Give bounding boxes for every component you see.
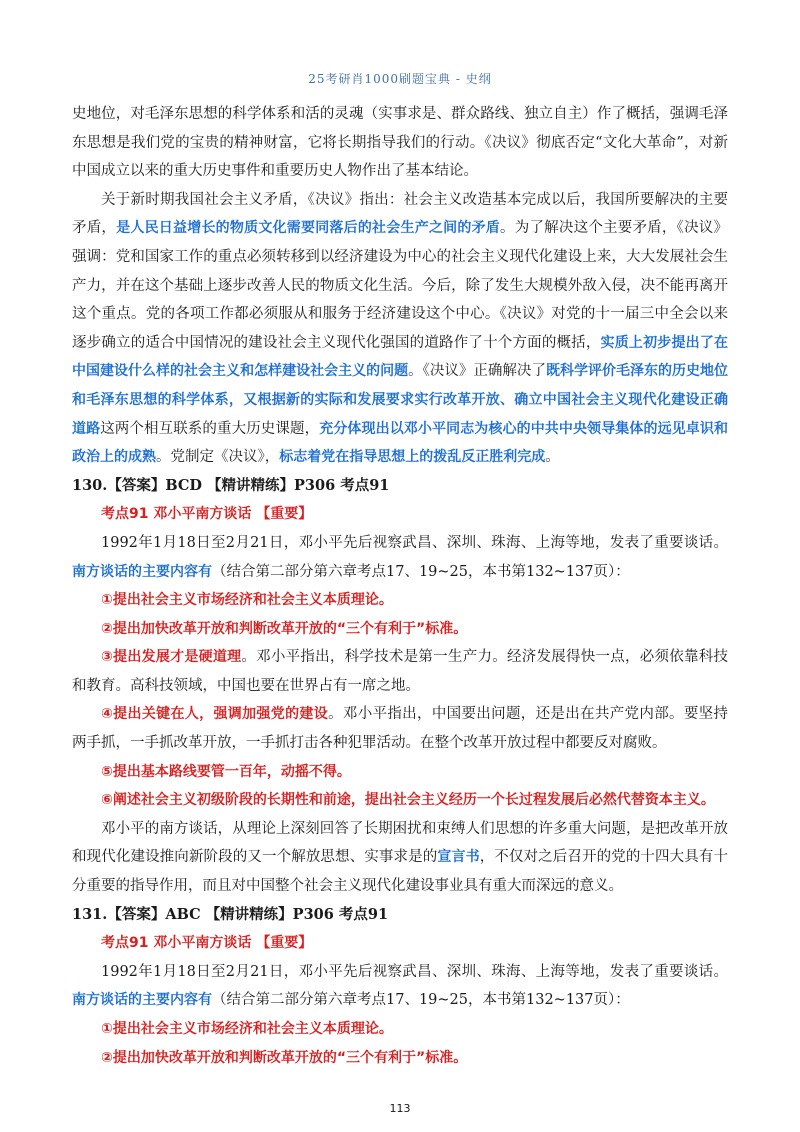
paragraph: 1992年1月18日至2月21日，邓小平先后视察武昌、深圳、珠海、上海等地，发表了重要谈话。南方谈话的主要内容有（结合第二部分第六章考点17、19~25，本书第132~137页）： (72, 963, 728, 1009)
list-item: ②提出加快改革开放和判断改革开放的“三个有利于”标准。 (101, 620, 468, 637)
list-item: ⑥阐述社会主义初级阶段的长期性和前途，提出社会主义经历一个长过程发展后必然代替资本主义。 (101, 792, 715, 809)
topic-heading: 考点91 邓小平南方谈话 【重要】 (101, 506, 313, 523)
paragraph: 邓小平的南方谈话，从理论上深刻回答了长期困扰和束缚人们思想的许多重大问题，是把改革开放和现代化建设推向新阶段的又一个解放思想、实事求是的宣言书，不仅对之后召开的党的十四大具有十分重要的指导作用，而且对中国整个社会主义现代化建设事业具有重大而深远的意义。 (72, 820, 729, 895)
page-body (72, 100, 728, 1072)
list-item: ④提出关键在人，强调加强党的建设。邓小平指出，中国要出问题，还是出在共产党内部。要坚持两手抓，一手抓改革开放，一手抓打击各种犯罪活动。在整个改革开放过程中都要反对腐败。 (72, 706, 729, 752)
paragraph: 关于新时期我国社会主义矛盾，《决议》指出：社会主义改造基本完成以后，我国所要解决的主要矛盾，是人民日益增长的物质文化需要同落后的社会生产之间的矛盾。为了解决这个主要矛盾，《决议》强调：党和国家工作的重点必须转移到以经济建设为中心的社会主义现代化建设上来，大大发展社会生产力，并在这个基础上逐步改善人民的物质文化生活。今后，除了发生大规模外敌入侵，决不能再离开这个重点。党的各项工作都必须服从和服务于经济建设这个中心。《决议》对党的十一届三中全会以来逐步确立的适合中国情况的建设社会主义现代化强国的道路作了十个方面的概括，实质上初步提出了在中国建设什么样的社会主义和怎样建设社会主义的问题。《决议》正确解决了既科学评价毛泽东的历史地位和毛泽东思想的科学体系，又根据新的实际和发展要求实行改革开放、确立中国社会主义现代化建设正确道路这两个相互联系的重大历史课题，充分体现出以邓小平同志为核心的中共中央领导集体的远见卓识和政治上的成熟。党制定《决议》，标志着党在指导思想上的拨乱反正胜利完成。 (72, 191, 729, 466)
topic-heading: 考点91 邓小平南方谈话 【重要】 (101, 935, 313, 952)
running-header: 25考研肖1000刷题宝典 - 史纲 (308, 72, 492, 86)
answer-line: 131.【答案】ABC 【精讲精练】P306 考点91 (72, 905, 389, 923)
paragraph: 史地位，对毛泽东思想的科学体系和活的灵魂（实事求是、群众路线、独立自主）作了概括，强调毛泽东思想是我们党的宝贵的精神财富，它将长期指导我们的行动。《决议》彻底否定“文化大革命”，对新中国成立以来的重大历史事件和重要历史人物作出了基本结论。 (72, 106, 728, 180)
list-item: ①提出社会主义市场经济和社会主义本质理论。 (101, 1021, 393, 1037)
list-item: ③提出发展才是硬道理。邓小平指出，科学技术是第一生产力。经济发展得快一点，必须依靠科技和教育。高科技领域，中国也要在世界占有一席之地。 (72, 649, 728, 694)
list-item: ⑤提出基本路线要管一百年，动摇不得。 (101, 763, 351, 780)
list-item: ①提出社会主义市场经济和社会主义本质理论。 (101, 592, 393, 609)
list-item: ②提出加快改革开放和判断改革开放的“三个有利于”标准。 (101, 1049, 468, 1066)
answer-line: 130.【答案】BCD 【精讲精练】P306 考点91 (72, 476, 390, 494)
paragraph: 1992年1月18日至2月21日，邓小平先后视察武昌、深圳、珠海、上海等地，发表了重要谈话。南方谈话的主要内容有（结合第二部分第六章考点17、19~25，本书第132~137页）： (72, 534, 728, 580)
page-number: 113 (389, 1102, 411, 1115)
